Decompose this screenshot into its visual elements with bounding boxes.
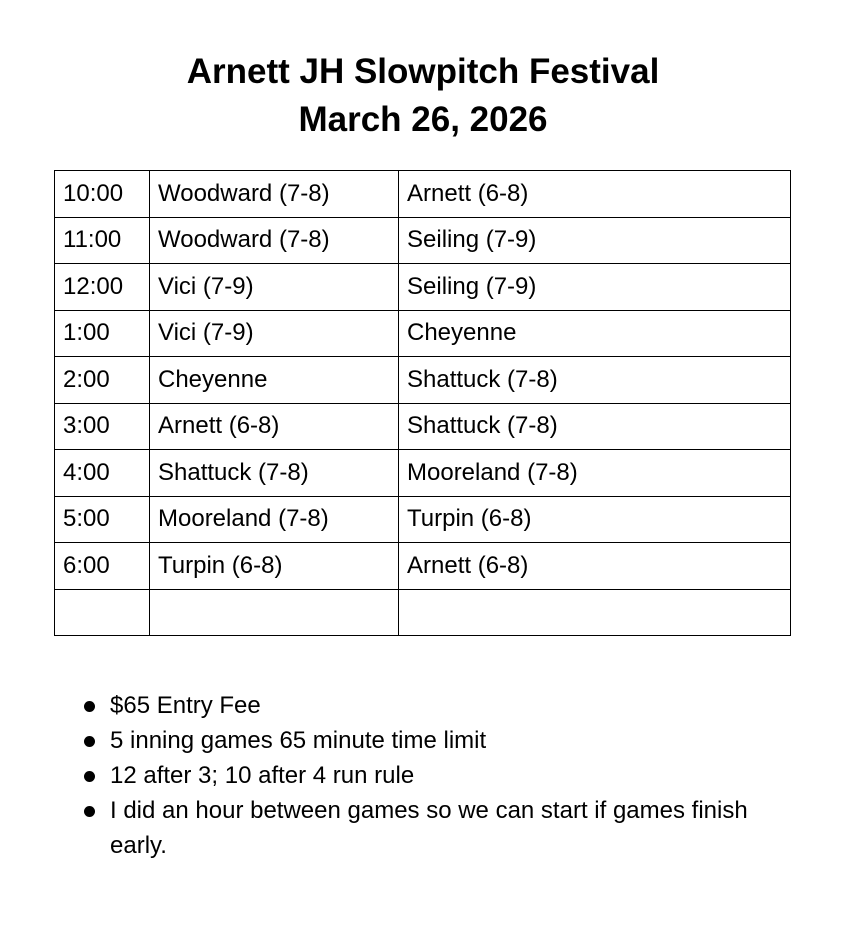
list-item: [82, 688, 782, 723]
game-time: 5:00: [55, 496, 150, 543]
team-b: Shattuck (7-8): [399, 357, 791, 404]
table-row: [55, 217, 791, 264]
game-time: 4:00: [55, 450, 150, 497]
bullet-icon: [84, 736, 95, 747]
game-time: 1:00: [55, 310, 150, 357]
team-a: Shattuck (7-8): [150, 450, 399, 497]
team-b: [399, 589, 791, 636]
team-b: Turpin (6-8): [399, 496, 791, 543]
team-b: Arnett (6-8): [399, 543, 791, 590]
table-row: [55, 264, 791, 311]
table-row: [55, 310, 791, 357]
bullet-icon: [84, 806, 95, 817]
list-item: [82, 723, 782, 758]
event-title: Arnett JH Slowpitch Festival: [186, 52, 660, 91]
team-a: Vici (7-9): [150, 310, 399, 357]
team-b: Arnett (6-8): [399, 171, 791, 218]
game-time: 3:00: [55, 403, 150, 450]
team-a: Woodward (7-8): [150, 171, 399, 218]
document-title: [0, 48, 846, 144]
game-time: [55, 589, 150, 636]
game-time: 10:00: [55, 171, 150, 218]
note-text: I did an hour between games so we can start if games finish early.: [110, 797, 748, 859]
table-row: [55, 357, 791, 404]
team-a: Mooreland (7-8): [150, 496, 399, 543]
team-b: Mooreland (7-8): [399, 450, 791, 497]
list-item: [82, 758, 782, 793]
list-item: [82, 793, 782, 863]
team-a: Vici (7-9): [150, 264, 399, 311]
note-text: 12 after 3; 10 after 4 run rule: [110, 762, 415, 789]
notes-list: [82, 688, 782, 863]
event-date: March 26, 2026: [298, 100, 548, 139]
game-time: 2:00: [55, 357, 150, 404]
team-a: Cheyenne: [150, 357, 399, 404]
note-text: $65 Entry Fee: [110, 692, 261, 719]
bullet-icon: [84, 701, 95, 712]
table-row: [55, 496, 791, 543]
team-a: Arnett (6-8): [150, 403, 399, 450]
team-b: Seiling (7-9): [399, 217, 791, 264]
game-time: 12:00: [55, 264, 150, 311]
bullet-icon: [84, 771, 95, 782]
team-b: Shattuck (7-8): [399, 403, 791, 450]
table-row: [55, 171, 791, 218]
game-time: 11:00: [55, 217, 150, 264]
note-text: 5 inning games 65 minute time limit: [110, 727, 487, 754]
team-a: Woodward (7-8): [150, 217, 399, 264]
team-b: Seiling (7-9): [399, 264, 791, 311]
team-b: Cheyenne: [399, 310, 791, 357]
team-a: [150, 589, 399, 636]
game-time: 6:00: [55, 543, 150, 590]
table-row-empty: [55, 589, 791, 636]
table-row: [55, 403, 791, 450]
team-a: Turpin (6-8): [150, 543, 399, 590]
schedule-table: [54, 170, 791, 636]
table-row: [55, 450, 791, 497]
table-row: [55, 543, 791, 590]
